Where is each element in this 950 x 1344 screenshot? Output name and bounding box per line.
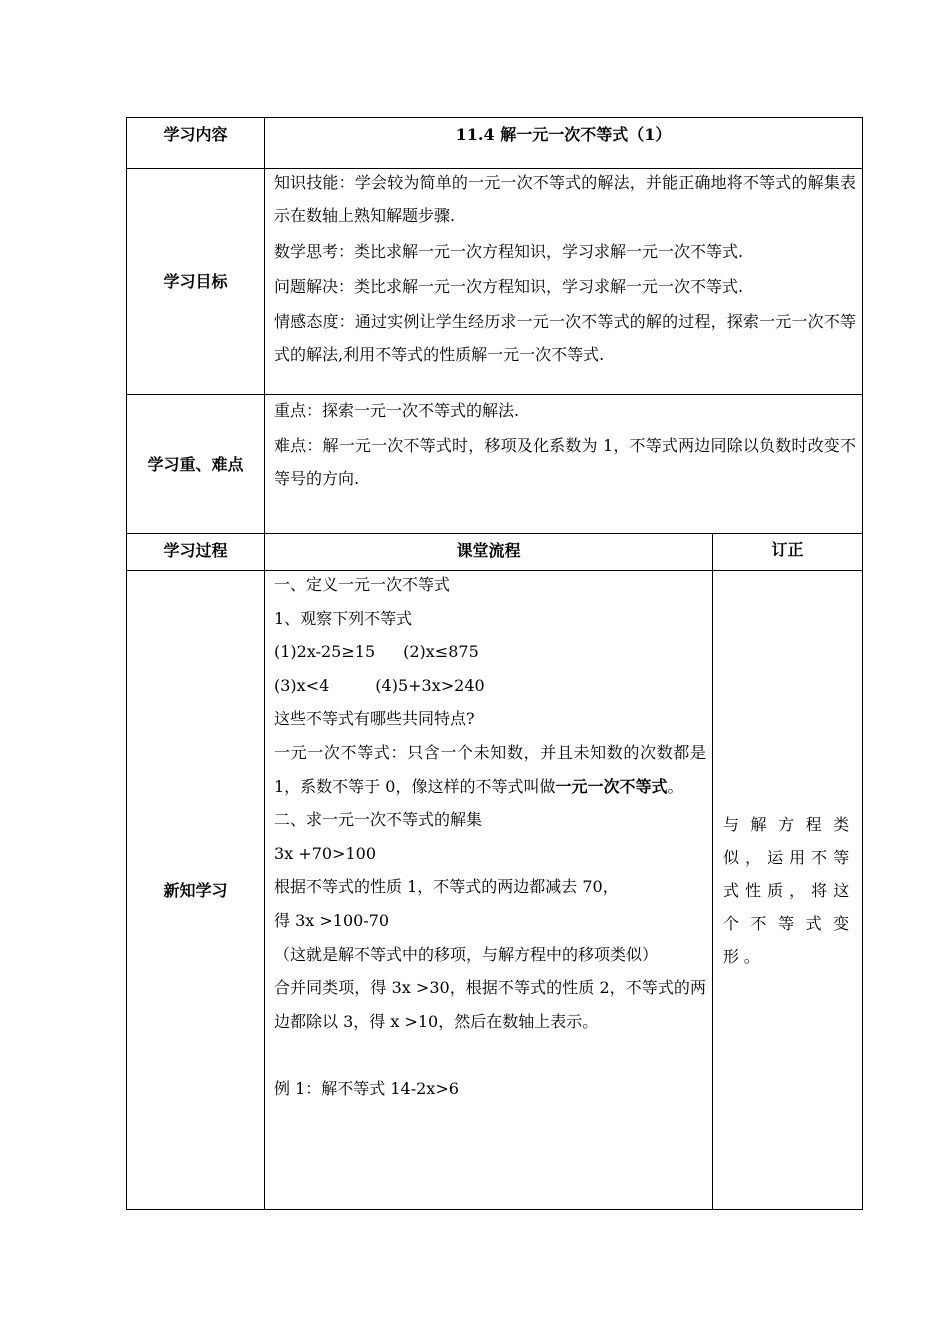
correction-note: 与解方程类似，运用不等式性质，将这个不等式变形。: [713, 571, 863, 1210]
row-process-header: [127, 534, 863, 571]
row-key-difficult-points: [127, 395, 863, 534]
label-new-learning: 新知学习: [127, 571, 265, 1210]
label-learning-goals: 学习目标: [127, 169, 265, 395]
definition-suffix: 。: [667, 776, 684, 796]
label-key-points: 学习重、难点: [127, 395, 265, 534]
goals-content: [265, 169, 863, 395]
label-learning-content: 学习内容: [127, 118, 265, 169]
section-define: 一、定义一元一次不等式: [274, 575, 451, 594]
transpose-note: （这就是解不等式中的移项，与解方程中的移项类似）: [274, 944, 659, 964]
lesson-plan-table: [126, 117, 863, 1210]
step-1: 根据不等式的性质 1，不等式的两边都减去 70，: [274, 877, 619, 897]
observe-item: 1、观察下列不等式: [274, 608, 413, 628]
definition-prefix: 一元一次不等式：只含一个未知数，并且未知数的次数都是 1，系数不等于 0，像这样的不等式叫做: [274, 742, 706, 796]
header-class-flow: 课堂流程: [265, 534, 713, 571]
key-point: 重点：探索一元一次不等式的解法.: [274, 401, 520, 420]
goal-problem-solving: 问题解决：类比求解一元一次方程知识，学习求解一元一次不等式.: [274, 277, 744, 296]
goal-knowledge: 知识技能：学会较为简单的一元一次不等式的解法，并能正确地将不等式的解集表示在数轴上熟知解题步骤.: [274, 173, 856, 225]
keypoints-content: [265, 395, 863, 534]
equation-1: 3x +70>100: [274, 843, 376, 863]
new-learning-content: [265, 571, 713, 1210]
row-learning-content: [127, 118, 863, 169]
definition-text: [274, 736, 706, 803]
goal-thinking: 数学思考：类比求解一元一次方程知识，学习求解一元一次不等式.: [274, 242, 744, 261]
header-correction: 订正: [713, 534, 863, 571]
inequality-2: (2)x≤875: [403, 642, 479, 662]
goal-attitude: 情感态度：通过实例让学生经历求一元一次不等式的解的过程，探索一元一次不等式的解法,利用不等式的性质解一元一次不等式.: [274, 312, 856, 364]
inequality-3: (3)x<4: [274, 675, 330, 695]
lesson-title: 11.4 解一元一次不等式（1）: [265, 118, 863, 169]
step-2: 得 3x >100-70: [274, 910, 390, 930]
inequality-1: (1)2x-25≥15: [274, 642, 376, 662]
row-learning-goals: [127, 169, 863, 395]
difficult-point: 难点：解一元一次不等式时，移项及化系数为 1，不等式两边同除以负数时改变不等号的方向.: [274, 436, 856, 488]
row-new-learning: [127, 571, 863, 1210]
inequalities-line-1: [274, 635, 706, 669]
question-text: 这些不等式有哪些共同特点?: [274, 709, 475, 729]
inequalities-line-2: [274, 669, 706, 703]
definition-term: 一元一次不等式: [555, 776, 668, 796]
blank-line: [274, 1038, 706, 1072]
example-1: 例 1：解不等式 14-2x>6: [274, 1078, 459, 1098]
step-3: 合并同类项，得 3x >30，根据不等式的性质 2，不等式的两边都除以 3，得 x >10，然后在数轴上表示。: [274, 978, 706, 1031]
section-solve: 二、求一元一次不等式的解集: [274, 810, 483, 830]
label-learning-process: 学习过程: [127, 534, 265, 571]
inequality-4: (4)5+3x>240: [375, 675, 485, 695]
